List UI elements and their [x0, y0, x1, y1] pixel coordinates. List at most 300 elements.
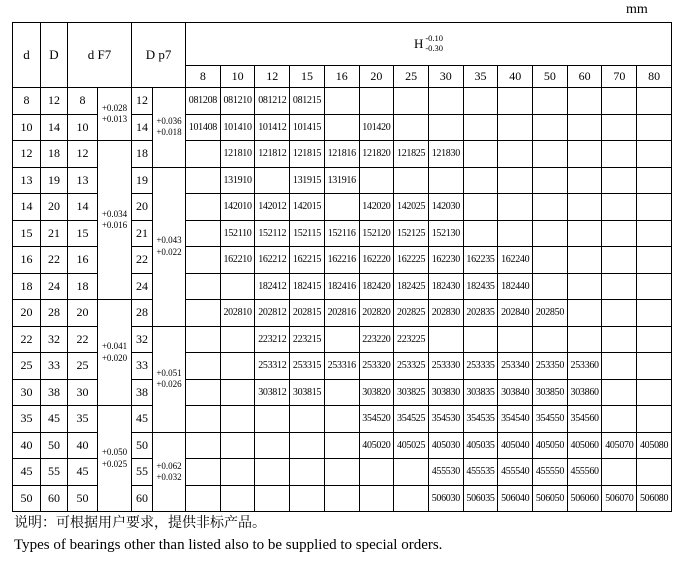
data-cell: 152110: [220, 220, 255, 247]
data-cell: [186, 220, 221, 247]
data-cell: 455550: [533, 459, 568, 486]
note-chinese: 说明：可根据用户要求，提供非标产品。: [14, 516, 266, 531]
data-cell: [463, 114, 498, 141]
table-row: [13, 406, 672, 433]
data-cell: 142025: [394, 194, 429, 221]
data-cell: [602, 379, 637, 406]
cell-D: 32: [41, 326, 68, 353]
data-cell: [186, 459, 221, 486]
data-cell: 121816: [324, 141, 359, 168]
data-cell: 182412: [255, 273, 290, 300]
data-cell: 101415: [290, 114, 325, 141]
cell-dF7-value: 25: [68, 353, 98, 380]
data-cell: 121812: [255, 141, 290, 168]
data-cell: [394, 485, 429, 512]
data-cell: [533, 194, 568, 221]
cell-d: 18: [13, 273, 41, 300]
size-header-50: 50: [533, 66, 568, 88]
cell-Dp7-value: 32: [132, 326, 153, 353]
data-cell: [498, 326, 533, 353]
data-cell: 202835: [463, 300, 498, 327]
cell-D: 60: [41, 485, 68, 512]
data-cell: 202840: [498, 300, 533, 327]
data-cell: 223225: [394, 326, 429, 353]
col-header-d: d: [13, 23, 41, 88]
data-cell: 405070: [602, 432, 637, 459]
cell-Dp7-tolerance: +0.043 +0.022: [153, 167, 186, 326]
cell-d: 22: [13, 326, 41, 353]
cell-d: 12: [13, 141, 41, 168]
data-cell: [394, 167, 429, 194]
data-cell: 506040: [498, 485, 533, 512]
data-cell: 253325: [394, 353, 429, 380]
data-cell: 405025: [394, 432, 429, 459]
cell-dF7-value: 45: [68, 459, 98, 486]
data-cell: [290, 459, 325, 486]
data-cell: [567, 114, 602, 141]
col-header-D: D: [41, 23, 68, 88]
cell-dF7-value: 40: [68, 432, 98, 459]
data-cell: 506030: [428, 485, 463, 512]
data-cell: [324, 114, 359, 141]
data-cell: [186, 432, 221, 459]
data-cell: [186, 141, 221, 168]
data-cell: [602, 194, 637, 221]
data-cell: 354530: [428, 406, 463, 433]
data-cell: 162216: [324, 247, 359, 274]
data-cell: 182425: [394, 273, 429, 300]
data-cell: 152116: [324, 220, 359, 247]
data-cell: [602, 88, 637, 115]
cell-dF7-value: 10: [68, 114, 98, 141]
data-cell: [498, 114, 533, 141]
data-cell: [463, 88, 498, 115]
data-cell: [498, 167, 533, 194]
data-cell: [637, 220, 672, 247]
cell-D: 50: [41, 432, 68, 459]
data-cell: [186, 167, 221, 194]
data-cell: [602, 406, 637, 433]
data-cell: 081215: [290, 88, 325, 115]
table-row: [13, 300, 672, 327]
size-header-16: 16: [324, 66, 359, 88]
cell-d: 10: [13, 114, 41, 141]
data-cell: [359, 167, 394, 194]
cell-Dp7-tolerance: +0.051 +0.026: [153, 326, 186, 432]
data-cell: 455535: [463, 459, 498, 486]
data-cell: [324, 88, 359, 115]
cell-D: 20: [41, 194, 68, 221]
cell-d: 30: [13, 379, 41, 406]
data-cell: [498, 88, 533, 115]
cell-d: 15: [13, 220, 41, 247]
data-cell: [394, 459, 429, 486]
data-cell: [359, 459, 394, 486]
data-cell: [602, 326, 637, 353]
data-cell: 253330: [428, 353, 463, 380]
data-cell: 253315: [290, 353, 325, 380]
data-cell: [498, 220, 533, 247]
cell-d: 14: [13, 194, 41, 221]
data-cell: [359, 485, 394, 512]
data-cell: 101412: [255, 114, 290, 141]
cell-Dp7-value: 19: [132, 167, 153, 194]
cell-Dp7-value: 33: [132, 353, 153, 380]
data-cell: 455540: [498, 459, 533, 486]
data-cell: [290, 432, 325, 459]
data-cell: 253360: [567, 353, 602, 380]
data-cell: [637, 379, 672, 406]
data-cell: 354520: [359, 406, 394, 433]
header-row-main: [13, 23, 672, 66]
data-cell: 182430: [428, 273, 463, 300]
h-letter: H: [413, 36, 424, 51]
cell-dF7-tolerance: +0.041 +0.020: [98, 300, 132, 406]
data-cell: 506060: [567, 485, 602, 512]
data-cell: [498, 141, 533, 168]
cell-Dp7-value: 38: [132, 379, 153, 406]
data-cell: 121810: [220, 141, 255, 168]
data-cell: [602, 459, 637, 486]
cell-Dp7-value: 18: [132, 141, 153, 168]
cell-dF7-value: 8: [68, 88, 98, 115]
data-cell: 253312: [255, 353, 290, 380]
data-cell: 354525: [394, 406, 429, 433]
size-header-25: 25: [394, 66, 429, 88]
data-cell: 131915: [290, 167, 325, 194]
data-cell: [637, 167, 672, 194]
data-cell: [255, 167, 290, 194]
data-cell: [428, 114, 463, 141]
size-header-8: 8: [186, 66, 221, 88]
data-cell: 182440: [498, 273, 533, 300]
data-cell: [186, 194, 221, 221]
data-cell: [567, 141, 602, 168]
cell-D: 55: [41, 459, 68, 486]
data-cell: 101420: [359, 114, 394, 141]
data-cell: 202850: [533, 300, 568, 327]
size-header-12: 12: [255, 66, 290, 88]
data-cell: 081212: [255, 88, 290, 115]
data-cell: 405040: [498, 432, 533, 459]
data-cell: [637, 88, 672, 115]
cell-Dp7-value: 20: [132, 194, 153, 221]
data-cell: 142015: [290, 194, 325, 221]
data-cell: [428, 167, 463, 194]
data-cell: [533, 273, 568, 300]
data-cell: 162225: [394, 247, 429, 274]
data-cell: [220, 406, 255, 433]
data-cell: [602, 353, 637, 380]
data-cell: 354560: [567, 406, 602, 433]
data-cell: 223220: [359, 326, 394, 353]
data-cell: [602, 114, 637, 141]
data-cell: [567, 167, 602, 194]
data-cell: [567, 273, 602, 300]
data-cell: 405050: [533, 432, 568, 459]
data-cell: [533, 247, 568, 274]
cell-D: 33: [41, 353, 68, 380]
data-cell: [498, 194, 533, 221]
size-header-10: 10: [220, 66, 255, 88]
data-cell: 506080: [637, 485, 672, 512]
data-cell: [463, 194, 498, 221]
data-cell: [637, 114, 672, 141]
data-cell: 405035: [463, 432, 498, 459]
data-cell: [463, 141, 498, 168]
cell-dF7-value: 20: [68, 300, 98, 327]
table-row: [13, 141, 672, 168]
data-cell: 131910: [220, 167, 255, 194]
cell-Dp7-value: 28: [132, 300, 153, 327]
size-header-60: 60: [567, 66, 602, 88]
data-cell: [602, 141, 637, 168]
data-cell: 152130: [428, 220, 463, 247]
data-cell: 152112: [255, 220, 290, 247]
data-cell: 182435: [463, 273, 498, 300]
cell-dF7-value: 14: [68, 194, 98, 221]
col-header-H: [186, 23, 672, 66]
data-cell: [220, 432, 255, 459]
data-cell: [533, 141, 568, 168]
cell-dF7-value: 16: [68, 247, 98, 274]
cell-d: 20: [13, 300, 41, 327]
data-cell: 405080: [637, 432, 672, 459]
data-cell: 405030: [428, 432, 463, 459]
data-cell: [567, 220, 602, 247]
data-cell: 202830: [428, 300, 463, 327]
data-cell: 455530: [428, 459, 463, 486]
cell-d: 45: [13, 459, 41, 486]
data-cell: 223215: [290, 326, 325, 353]
data-cell: [637, 141, 672, 168]
data-cell: [394, 114, 429, 141]
data-cell: 142010: [220, 194, 255, 221]
data-cell: [324, 326, 359, 353]
data-cell: 101410: [220, 114, 255, 141]
cell-dF7-value: 13: [68, 167, 98, 194]
cell-Dp7-value: 24: [132, 273, 153, 300]
data-cell: [637, 300, 672, 327]
data-cell: [637, 459, 672, 486]
data-cell: [533, 88, 568, 115]
cell-D: 21: [41, 220, 68, 247]
data-cell: 303860: [567, 379, 602, 406]
data-cell: 303812: [255, 379, 290, 406]
cell-dF7-value: 22: [68, 326, 98, 353]
cell-Dp7-tolerance: +0.036 +0.018: [153, 88, 186, 168]
cell-Dp7-value: 12: [132, 88, 153, 115]
cell-dF7-tolerance: +0.028 +0.013: [98, 88, 132, 141]
data-cell: [637, 353, 672, 380]
data-cell: 131916: [324, 167, 359, 194]
data-cell: 354550: [533, 406, 568, 433]
data-cell: [359, 88, 394, 115]
data-cell: 354540: [498, 406, 533, 433]
cell-dF7-tolerance: +0.034 +0.016: [98, 141, 132, 300]
data-cell: [255, 459, 290, 486]
cell-dF7-tolerance: +0.050 +0.025: [98, 406, 132, 512]
cell-Dp7-value: 21: [132, 220, 153, 247]
table-row: [13, 88, 672, 115]
data-cell: 303830: [428, 379, 463, 406]
data-cell: [255, 406, 290, 433]
data-cell: 506035: [463, 485, 498, 512]
cell-dF7-value: 15: [68, 220, 98, 247]
col-header-dF7: d F7: [68, 23, 132, 88]
data-cell: 162220: [359, 247, 394, 274]
size-header-40: 40: [498, 66, 533, 88]
data-cell: [428, 88, 463, 115]
cell-D: 18: [41, 141, 68, 168]
data-cell: [220, 353, 255, 380]
data-cell: [637, 406, 672, 433]
data-cell: [637, 326, 672, 353]
data-cell: [567, 88, 602, 115]
cell-dF7-value: 50: [68, 485, 98, 512]
cell-D: 28: [41, 300, 68, 327]
data-cell: 303835: [463, 379, 498, 406]
data-cell: [637, 273, 672, 300]
note-english: Types of bearings other than listed also to be supplied to special orders.: [14, 537, 443, 553]
col-header-Dp7: D p7: [132, 23, 186, 88]
cell-dF7-value: 30: [68, 379, 98, 406]
cell-Dp7-value: 50: [132, 432, 153, 459]
data-cell: 121825: [394, 141, 429, 168]
cell-D: 14: [41, 114, 68, 141]
data-cell: 202820: [359, 300, 394, 327]
data-cell: 162215: [290, 247, 325, 274]
data-cell: [220, 379, 255, 406]
data-cell: 253335: [463, 353, 498, 380]
data-cell: [186, 326, 221, 353]
cell-D: 24: [41, 273, 68, 300]
cell-d: 25: [13, 353, 41, 380]
h-tolerance-lower: -0.30: [425, 43, 444, 53]
data-cell: [463, 167, 498, 194]
cell-dF7-value: 18: [68, 273, 98, 300]
data-cell: 162240: [498, 247, 533, 274]
data-cell: 121815: [290, 141, 325, 168]
data-cell: 142030: [428, 194, 463, 221]
data-cell: [186, 247, 221, 274]
data-cell: [567, 247, 602, 274]
size-header-15: 15: [290, 66, 325, 88]
data-cell: 162230: [428, 247, 463, 274]
data-cell: 303820: [359, 379, 394, 406]
data-cell: [255, 485, 290, 512]
data-cell: 121830: [428, 141, 463, 168]
data-cell: 253320: [359, 353, 394, 380]
cell-dF7-value: 12: [68, 141, 98, 168]
data-cell: 162212: [255, 247, 290, 274]
data-cell: 142020: [359, 194, 394, 221]
data-cell: [220, 326, 255, 353]
cell-d: 40: [13, 432, 41, 459]
unit-label: mm: [626, 2, 648, 17]
data-cell: 162210: [220, 247, 255, 274]
data-cell: 121820: [359, 141, 394, 168]
data-cell: [324, 485, 359, 512]
data-cell: 152115: [290, 220, 325, 247]
cell-d: 35: [13, 406, 41, 433]
data-cell: [567, 194, 602, 221]
cell-D: 12: [41, 88, 68, 115]
data-cell: [186, 273, 221, 300]
cell-Dp7-value: 45: [132, 406, 153, 433]
cell-d: 13: [13, 167, 41, 194]
data-cell: 152120: [359, 220, 394, 247]
data-cell: [324, 432, 359, 459]
data-cell: [533, 114, 568, 141]
data-cell: [533, 220, 568, 247]
data-cell: [324, 459, 359, 486]
data-cell: 142012: [255, 194, 290, 221]
size-header-30: 30: [428, 66, 463, 88]
data-cell: 202825: [394, 300, 429, 327]
data-cell: [324, 194, 359, 221]
data-cell: 354535: [463, 406, 498, 433]
h-tolerance-upper: -0.10: [425, 33, 444, 44]
cell-D: 22: [41, 247, 68, 274]
data-cell: 253350: [533, 353, 568, 380]
bearing-size-table: [12, 22, 672, 512]
cell-D: 19: [41, 167, 68, 194]
data-cell: 182416: [324, 273, 359, 300]
data-cell: [186, 379, 221, 406]
data-cell: [324, 406, 359, 433]
data-cell: [255, 432, 290, 459]
size-header-80: 80: [637, 66, 672, 88]
cell-dF7-value: 35: [68, 406, 98, 433]
data-cell: 202816: [324, 300, 359, 327]
data-cell: [186, 485, 221, 512]
data-cell: 202815: [290, 300, 325, 327]
data-cell: [637, 194, 672, 221]
data-cell: [533, 167, 568, 194]
cell-Dp7-value: 22: [132, 247, 153, 274]
data-cell: 303840: [498, 379, 533, 406]
h-dimension-label: [414, 34, 443, 54]
size-header-70: 70: [602, 66, 637, 88]
data-cell: [290, 406, 325, 433]
data-cell: [602, 273, 637, 300]
data-cell: [567, 326, 602, 353]
cell-D: 45: [41, 406, 68, 433]
cell-Dp7-value: 14: [132, 114, 153, 141]
data-cell: [463, 326, 498, 353]
data-cell: 303825: [394, 379, 429, 406]
data-cell: [602, 247, 637, 274]
data-cell: [186, 353, 221, 380]
data-cell: [428, 326, 463, 353]
data-cell: [290, 485, 325, 512]
data-cell: 202812: [255, 300, 290, 327]
data-cell: 303850: [533, 379, 568, 406]
data-cell: [220, 273, 255, 300]
data-cell: 152125: [394, 220, 429, 247]
data-cell: 182415: [290, 273, 325, 300]
data-cell: [567, 300, 602, 327]
data-cell: 455560: [567, 459, 602, 486]
data-cell: [324, 379, 359, 406]
cell-Dp7-tolerance: +0.062 +0.032: [153, 432, 186, 512]
data-cell: [220, 459, 255, 486]
cell-Dp7-value: 55: [132, 459, 153, 486]
data-cell: [533, 326, 568, 353]
data-cell: 506070: [602, 485, 637, 512]
data-cell: 405020: [359, 432, 394, 459]
